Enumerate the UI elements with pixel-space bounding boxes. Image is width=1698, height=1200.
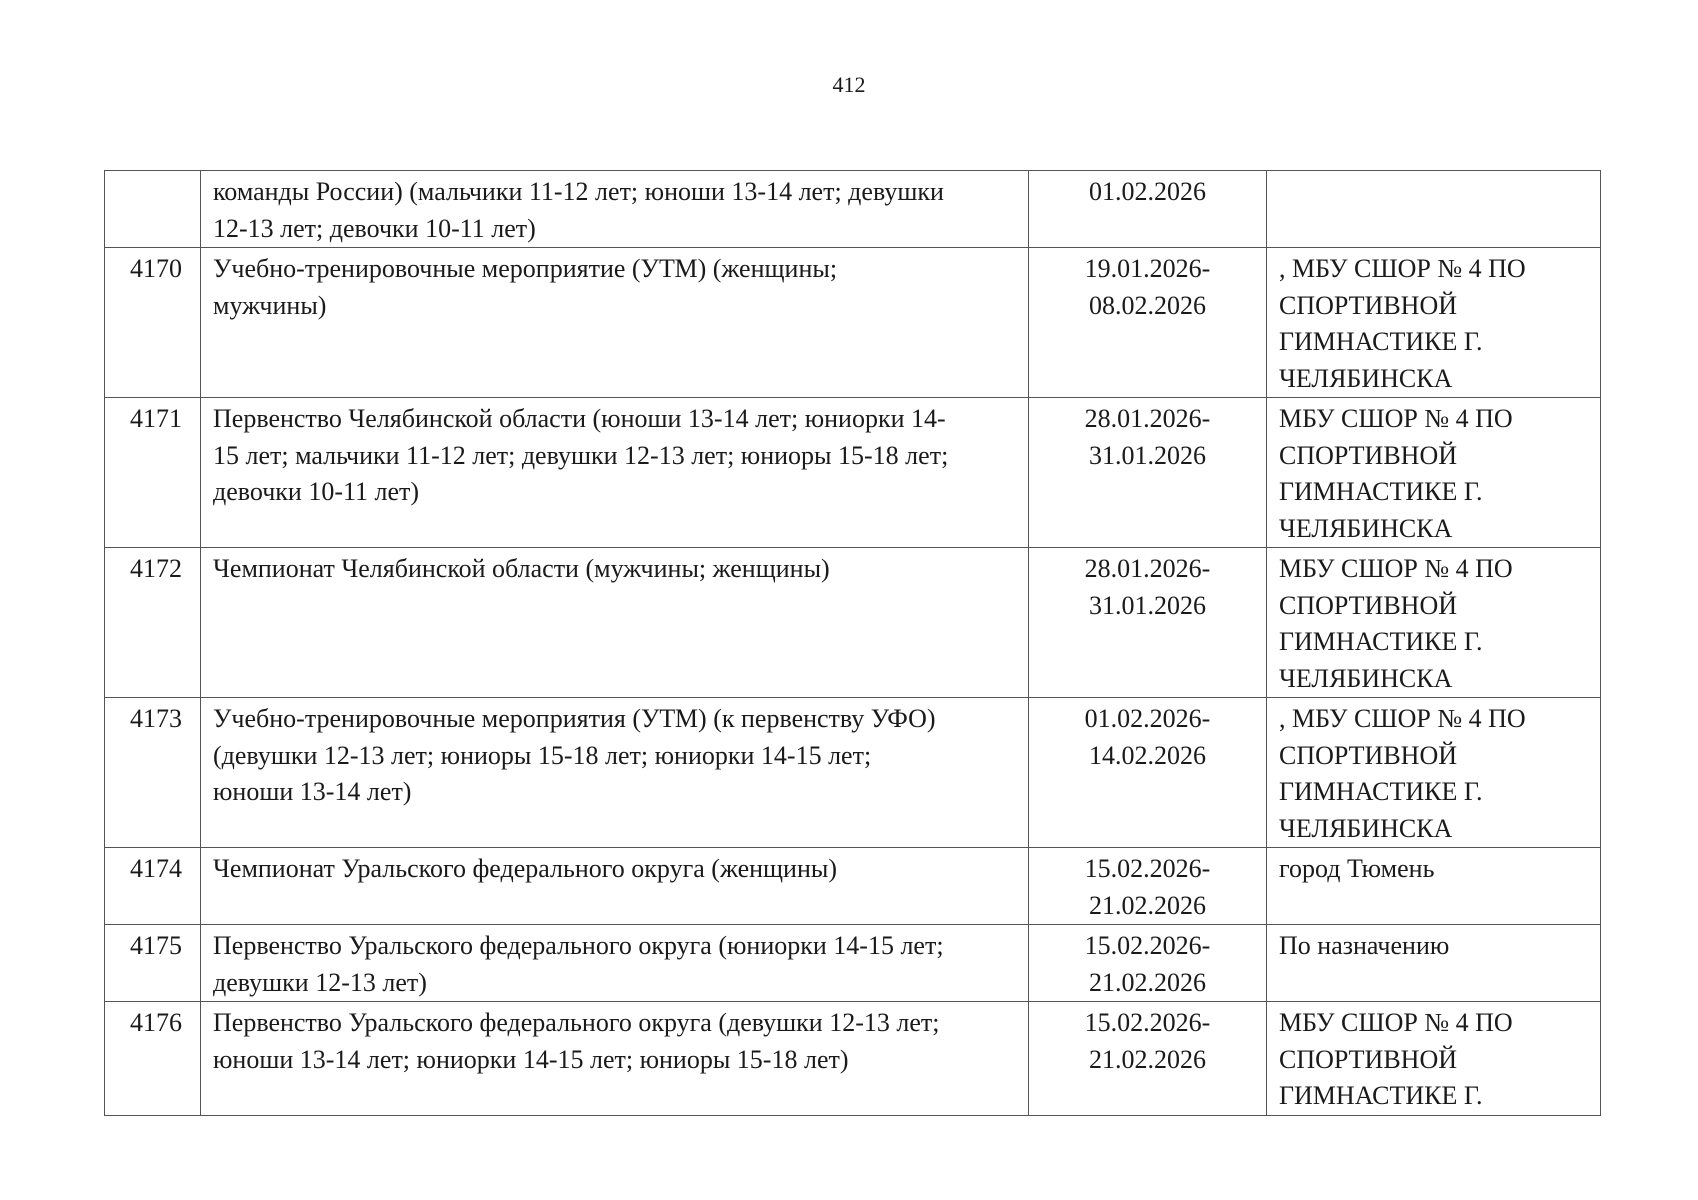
event-name-line: мужчины) [213,290,327,320]
event-place [1267,698,1601,848]
row-number: 4170 [105,248,201,398]
event-dates-line: 15.02.2026- [1084,1008,1211,1037]
event-place [1267,171,1601,248]
event-dates-line: 01.02.2026 [1089,177,1206,206]
event-place-line: ГИМНАСТИКЕ Г. [1279,477,1483,506]
table-body [105,171,1601,1116]
event-name-line: девочки 10-11 лет) [213,477,420,506]
event-name [201,171,1029,248]
event-place-line: СПОРТИВНОЙ [1279,740,1458,770]
event-name-line: Первенство Челябинской области (юноши 13-14 лет; юниорки 14- [213,404,946,433]
event-dates-line: 15.02.2026- [1084,931,1211,960]
event-name-line: Первенство Уральского федерального округа (юниорки 14-15 лет; [213,931,944,960]
event-dates-line: 31.01.2026 [1089,590,1206,620]
table-row [105,548,1601,698]
event-name-line: Чемпионат Уральского федерального округа (женщины) [213,854,837,883]
event-place [1267,1002,1601,1116]
event-dates-line: 15.02.2026- [1084,854,1211,883]
event-name-line: (девушки 12-13 лет; юниоры 15-18 лет; юниорки 14-15 лет; [213,740,872,770]
row-number: 4176 [105,1002,201,1116]
event-name-line: Учебно-тренировочные мероприятие (УТМ) (женщины; [213,254,838,283]
event-name-line: Чемпионат Челябинской области (мужчины; женщины) [213,554,830,583]
event-place [1267,848,1601,925]
event-name-line: девушки 12-13 лет) [213,967,427,997]
event-place [1267,398,1601,548]
event-place [1267,548,1601,698]
event-dates-line: 14.02.2026 [1089,740,1206,770]
event-place-line: ГИМНАСТИКЕ Г. [1279,627,1483,656]
event-name-line: 15 лет; мальчики 11-12 лет; девушки 12-13 лет; юниоры 15-18 лет; [213,440,949,470]
event-dates-line: 08.02.2026 [1089,290,1206,320]
event-name [201,398,1029,548]
event-dates [1029,171,1267,248]
event-dates [1029,1002,1267,1116]
event-place-line: МБУ СШОР № 4 ПО [1279,554,1513,583]
row-number: 4172 [105,548,201,698]
row-number [105,171,201,248]
event-place-line: ЧЕЛЯБИНСКА [1279,813,1453,843]
event-dates-line: 28.01.2026- [1084,554,1211,583]
event-dates-line: 19.01.2026- [1084,254,1211,283]
event-place-line: МБУ СШОР № 4 ПО [1279,1008,1513,1037]
event-name [201,925,1029,1002]
table-row [105,1002,1601,1116]
table-row [105,698,1601,848]
event-place-line: ЧЕЛЯБИНСКА [1279,663,1453,693]
event-place-line: ЧЕЛЯБИНСКА [1279,513,1453,543]
event-name-line: команды России) (мальчики 11-12 лет; юноши 13-14 лет; девушки [213,177,944,206]
event-place-line: По назначению [1279,931,1450,960]
event-place-line: МБУ СШОР № 4 ПО [1279,404,1513,433]
event-place-line: , МБУ СШОР № 4 ПО [1279,254,1526,283]
table-row [105,248,1601,398]
event-dates [1029,925,1267,1002]
event-name [201,698,1029,848]
event-dates-line: 21.02.2026 [1089,967,1206,997]
event-place-line: СПОРТИВНОЙ [1279,440,1458,470]
event-dates [1029,848,1267,925]
event-place-line: СПОРТИВНОЙ [1279,290,1458,320]
row-number: 4171 [105,398,201,548]
event-dates [1029,398,1267,548]
event-dates-line: 28.01.2026- [1084,404,1211,433]
event-place [1267,248,1601,398]
event-name-line: Первенство Уральского федерального округа (девушки 12-13 лет; [213,1008,940,1037]
event-place-line: ЧЕЛЯБИНСКА [1279,363,1453,393]
event-place-line: ГИМНАСТИКЕ Г. [1279,1081,1483,1110]
event-dates [1029,548,1267,698]
table-row [105,398,1601,548]
page-number: 412 [832,72,866,97]
event-dates-line: 31.01.2026 [1089,440,1206,470]
event-dates [1029,248,1267,398]
event-dates-line: 21.02.2026 [1089,890,1206,920]
event-name-line: Учебно-тренировочные мероприятия (УТМ) (к первенству УФО) [213,704,936,733]
table-row [105,848,1601,925]
event-name-line: юноши 13-14 лет; юниорки 14-15 лет; юниоры 15-18 лет) [213,1044,849,1074]
event-name-line: 12-13 лет; девочки 10-11 лет) [213,213,536,243]
event-place-line: СПОРТИВНОЙ [1279,590,1458,620]
event-dates-line: 01.02.2026- [1084,704,1211,733]
event-name [201,848,1029,925]
row-number: 4175 [105,925,201,1002]
event-place-line: ГИМНАСТИКЕ Г. [1279,327,1483,356]
event-place-line: город Тюмень [1279,854,1435,883]
event-name-line: юноши 13-14 лет) [213,777,412,806]
event-name [201,1002,1029,1116]
event-name [201,248,1029,398]
events-table [104,170,1601,1116]
event-name [201,548,1029,698]
table-row [105,925,1601,1002]
event-dates-line: 21.02.2026 [1089,1044,1206,1074]
event-place-line: , МБУ СШОР № 4 ПО [1279,704,1526,733]
row-number: 4174 [105,848,201,925]
event-dates [1029,698,1267,848]
event-place-line: СПОРТИВНОЙ [1279,1044,1458,1074]
event-place [1267,925,1601,1002]
event-place-line: ГИМНАСТИКЕ Г. [1279,777,1483,806]
table-row [105,171,1601,248]
row-number: 4173 [105,698,201,848]
